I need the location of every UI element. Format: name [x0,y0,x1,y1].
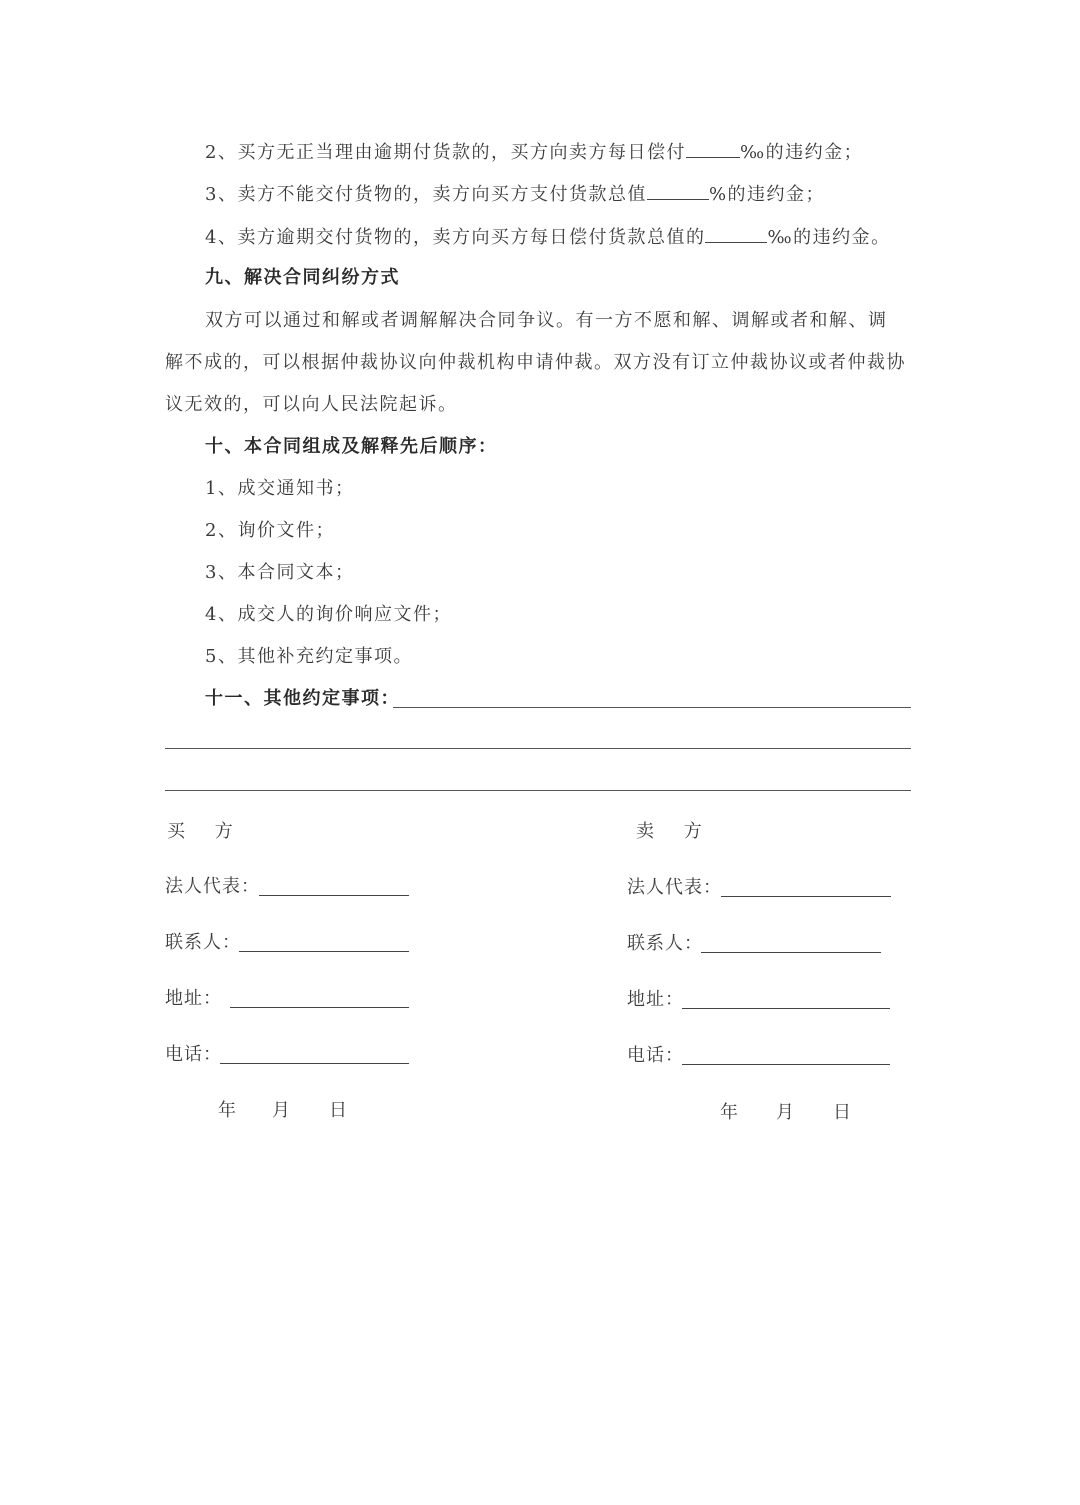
seller-title: 卖 方 [636,821,714,842]
section-9-para-line-2: 解不成的，可以根据仲裁协议向仲裁机构申请仲裁。双方没有订立仲裁协议或者仲裁协 [165,352,906,373]
seller-phone-field[interactable] [682,1064,890,1065]
section-11-fill-line-2[interactable] [165,748,911,749]
buyer-date-month: 月 [272,1100,291,1121]
buyer-phone-field[interactable] [220,1063,409,1064]
seller-date-day: 日 [833,1102,852,1123]
buyer-phone-label: 电话： [165,1044,222,1065]
buyer-legal-rep-field[interactable] [259,895,409,896]
section-11-heading: 十一、其他约定事项： [205,688,400,709]
section-11-fill-line-1[interactable] [393,707,911,708]
buyer-contact-label: 联系人： [165,932,241,953]
seller-address-field[interactable] [682,1008,890,1009]
penalty-item-3-suffix: %的违约金； [708,184,826,205]
penalty-item-3-blank[interactable] [647,181,709,200]
penalty-item-2 [205,139,863,165]
penalty-item-4 [205,224,891,250]
seller-legal-rep-label: 法人代表： [627,877,722,898]
section-9-para-line-3: 议无效的，可以向人民法院起诉。 [165,394,458,415]
seller-address-label: 地址： [627,989,684,1010]
seller-date-month: 月 [776,1102,795,1123]
penalty-item-3-text: 3、卖方不能交付货物的，卖方向买方支付货款总值 [205,184,647,205]
section-10-item-3: 3、本合同文本； [205,562,355,583]
section-10-item-4: 4、成交人的询价响应文件； [205,604,452,625]
section-10-item-5: 5、其他补充约定事项。 [205,646,413,667]
penalty-item-2-text: 2、买方无正当理由逾期付货款的，买方向卖方每日偿付 [205,142,686,163]
penalty-item-3 [205,181,825,207]
penalty-item-4-blank[interactable] [705,224,767,243]
section-10-item-2: 2、询价文件； [205,520,335,541]
penalty-item-4-text: 4、卖方逾期交付货物的，卖方向买方每日偿付货款总值的 [205,227,706,248]
buyer-title: 买 方 [167,821,245,842]
penalty-item-2-blank[interactable] [686,139,740,158]
seller-date-year: 年 [720,1102,739,1123]
buyer-contact-field[interactable] [239,951,409,952]
buyer-date-day: 日 [329,1100,348,1121]
seller-date [720,1101,852,1125]
seller-legal-rep-field[interactable] [721,896,891,897]
buyer-date [218,1099,348,1123]
section-9-heading: 九、解决合同纠纷方式 [205,267,400,288]
section-9-para-line-1: 双方可以通过和解或者调解解决合同争议。有一方不愿和解、调解或者和解、调 [205,310,888,331]
section-10-heading: 十、本合同组成及解释先后顺序： [205,436,498,457]
section-10-item-1: 1、成交通知书； [205,478,355,499]
buyer-address-field[interactable] [230,1007,409,1008]
penalty-item-4-suffix: ‰的违约金。 [767,227,891,248]
seller-phone-label: 电话： [627,1045,684,1066]
section-11-fill-line-3[interactable] [165,790,911,791]
buyer-legal-rep-label: 法人代表： [165,876,260,897]
penalty-item-2-suffix: ‰的违约金； [739,142,864,163]
buyer-date-year: 年 [218,1100,237,1121]
seller-contact-label: 联系人： [627,933,703,954]
seller-contact-field[interactable] [701,952,881,953]
buyer-address-label: 地址： [165,988,222,1009]
